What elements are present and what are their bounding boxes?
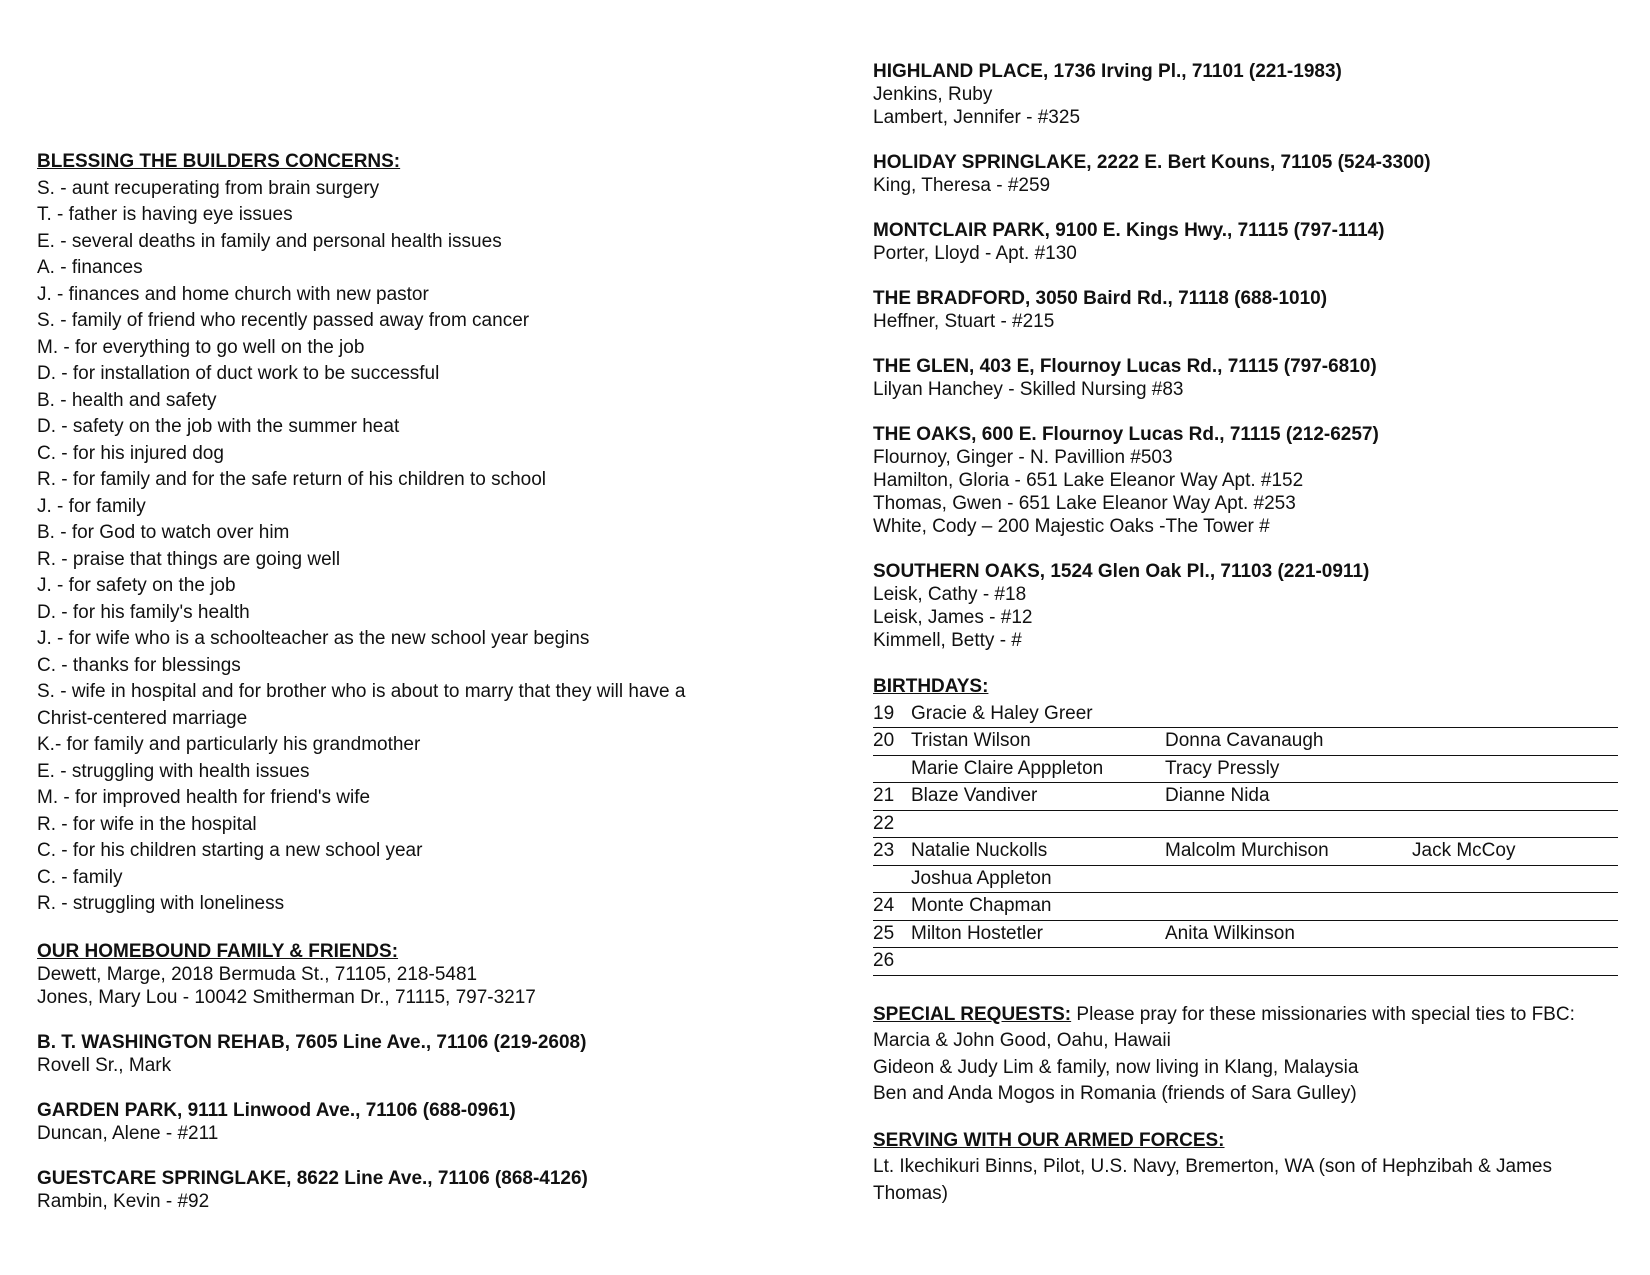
concern-item: M. - for improved health for friend's wife (37, 787, 371, 808)
birthday-name: Gracie & Haley Greer (911, 702, 1093, 724)
birthday-day: 21 (873, 785, 895, 806)
concern-item: D. - for installation of duct work to be successful (37, 363, 440, 384)
facility-resident: Thomas, Gwen - 651 Lake Eleanor Way Apt. #253 (873, 493, 1296, 514)
facility-block (873, 560, 1618, 652)
birthday-name: Anita Wilkinson (1165, 922, 1295, 944)
facility-header: B. T. WASHINGTON REHAB, 7605 Line Ave., 71106 (219-2608) (37, 1031, 587, 1053)
special-requests (873, 1002, 1618, 1029)
missionary-line: Marcia & John Good, Oahu, Hawaii (873, 1030, 1171, 1051)
birthday-row (873, 728, 1618, 756)
armed-forces-title: SERVING WITH OUR ARMED FORCES: (873, 1129, 1225, 1151)
facility-resident: Lambert, Jennifer - #325 (873, 107, 1081, 128)
birthday-name: Joshua Appleton (911, 867, 1052, 889)
concern-item: E. - several deaths in family and personal health issues (37, 230, 502, 252)
special-requests-list (873, 1028, 1618, 1108)
concern-item: Christ-centered marriage (37, 707, 248, 729)
facilities-right (873, 60, 1618, 652)
concern-item: J. - for safety on the job (37, 575, 236, 596)
facility-block (873, 287, 1618, 333)
facilities-left (37, 1031, 797, 1213)
concern-item: C. - for his injured dog (37, 442, 224, 464)
facility-header: HOLIDAY SPRINGLAKE, 2222 E. Bert Kouns, 71105 (524-3300) (873, 152, 1431, 173)
facility-resident: Rambin, Kevin - #92 (37, 1190, 210, 1212)
facility-block (873, 60, 1618, 129)
birthday-day: 25 (873, 922, 895, 944)
facility-resident: Flournoy, Ginger - N. Pavillion #503 (873, 447, 1173, 468)
concern-item: D. - for his family's health (37, 601, 250, 623)
concern-item: T. - father is having eye issues (37, 204, 293, 225)
birthday-row (873, 756, 1618, 784)
concern-item: S. - aunt recuperating from brain surgery (37, 177, 380, 199)
facility-resident: Hamilton, Gloria - 651 Lake Eleanor Way Apt. #152 (873, 470, 1304, 491)
facility-header: THE OAKS, 600 E. Flournoy Lucas Rd., 71115 (212-6257) (873, 424, 1379, 445)
concern-item: A. - finances (37, 257, 143, 278)
birthday-row (873, 811, 1618, 839)
birthday-day: 23 (873, 840, 895, 861)
facility-block (37, 1031, 797, 1077)
facility-resident: Leisk, James - #12 (873, 607, 1033, 628)
facility-block (37, 1167, 797, 1213)
facility-header: SOUTHERN OAKS, 1524 Glen Oak Pl., 71103 (221-0911) (873, 561, 1370, 582)
birthday-name: Donna Cavanaugh (1165, 730, 1324, 751)
homebound-title: OUR HOMEBOUND FAMILY & FRIENDS: (37, 940, 399, 962)
homebound-person: Jones, Mary Lou - 10042 Smitherman Dr., 71115, 797-3217 (37, 986, 536, 1008)
birthday-name: Marie Claire Apppleton (911, 757, 1104, 779)
facility-block (873, 219, 1618, 265)
concern-item: R. - struggling with loneliness (37, 893, 285, 914)
birthday-name: Monte Chapman (911, 895, 1052, 916)
birthday-row (873, 783, 1618, 811)
concern-item: J. - for family (37, 495, 146, 517)
special-requests-intro: Please pray for these missionaries with special ties to FBC: (1071, 1003, 1575, 1025)
facility-resident: King, Theresa - #259 (873, 175, 1051, 196)
birthday-day: 19 (873, 702, 895, 724)
birthday-name: Dianne Nida (1165, 785, 1270, 806)
concern-item: E. - struggling with health issues (37, 760, 310, 782)
concern-item: J. - for wife who is a schoolteacher as the new school year begins (37, 628, 590, 649)
birthday-name: Jack McCoy (1412, 840, 1516, 861)
birthdays-title: BIRTHDAYS: (873, 676, 989, 697)
birthday-day: 26 (873, 950, 895, 971)
birthday-row (873, 948, 1618, 976)
concern-item: C. - for his children starting a new school year (37, 840, 423, 861)
facility-block (873, 151, 1618, 197)
left-column (37, 149, 797, 1235)
birthday-row (873, 838, 1618, 866)
facility-header: GUESTCARE SPRINGLAKE, 8622 Line Ave., 71106 (868-4126) (37, 1167, 588, 1189)
birthday-name: Tristan Wilson (911, 730, 1031, 751)
facility-block (873, 355, 1618, 401)
concern-item: M. - for everything to go well on the job (37, 336, 365, 358)
facility-resident: Kimmell, Betty - # (873, 630, 1022, 651)
facility-resident: Jenkins, Ruby (873, 84, 993, 105)
facility-header: MONTCLAIR PARK, 9100 E. Kings Hwy., 71115 (797-1114) (873, 220, 1385, 241)
concern-item: B. - health and safety (37, 389, 217, 411)
concern-item: C. - thanks for blessings (37, 654, 241, 676)
birthday-row (873, 866, 1618, 894)
facility-resident: White, Cody – 200 Majestic Oaks -The Tower # (873, 516, 1270, 537)
facility-header: THE BRADFORD, 3050 Baird Rd., 71118 (688-1010) (873, 288, 1328, 309)
right-column (873, 60, 1618, 1207)
missionary-line: Gideon & Judy Lim & family, now living in Klang, Malaysia (873, 1056, 1359, 1078)
facility-block (873, 423, 1618, 538)
concern-item: R. - for wife in the hospital (37, 813, 257, 835)
birthday-name: Malcolm Murchison (1165, 840, 1329, 861)
homebound-list (37, 963, 797, 1009)
birthday-name: Natalie Nuckolls (911, 840, 1048, 861)
facility-resident: Rovell Sr., Mark (37, 1054, 172, 1076)
birthday-name: Milton Hostetler (911, 922, 1043, 944)
concern-item: B. - for God to watch over him (37, 522, 290, 543)
facility-header: THE GLEN, 403 E, Flournoy Lucas Rd., 71115 (797-6810) (873, 356, 1377, 377)
concern-item: R. - for family and for the safe return of his children to school (37, 469, 547, 490)
birthday-row (873, 701, 1618, 729)
facility-resident: Porter, Lloyd - Apt. #130 (873, 243, 1077, 264)
special-requests-label: SPECIAL REQUESTS: (873, 1003, 1072, 1025)
homebound-person: Dewett, Marge, 2018 Bermuda St., 71105, 218-5481 (37, 963, 478, 985)
birthday-row (873, 921, 1618, 949)
birthday-day: 24 (873, 895, 895, 916)
concern-item: S. - family of friend who recently passed away from cancer (37, 310, 530, 331)
facility-resident: Leisk, Cathy - #18 (873, 584, 1027, 605)
concern-item: S. - wife in hospital and for brother who is about to marry that they will have a (37, 681, 686, 702)
birthday-day: 22 (873, 812, 895, 834)
concern-item: R. - praise that things are going well (37, 548, 341, 570)
birthday-name: Blaze Vandiver (911, 785, 1038, 806)
birthday-name: Tracy Pressly (1165, 757, 1280, 779)
facility-resident: Duncan, Alene - #211 (37, 1122, 219, 1144)
armed-forces-text: Lt. Ikechikuri Binns, Pilot, U.S. Navy, Bremerton, WA (son of Hephzibah & James Thomas) (873, 1156, 1552, 1204)
facility-header: GARDEN PARK, 9111 Linwood Ave., 71106 (688-0961) (37, 1099, 516, 1121)
birthday-table (873, 701, 1618, 976)
facility-block (37, 1099, 797, 1145)
concerns-title: BLESSING THE BUILDERS CONCERNS: (37, 151, 401, 172)
birthday-row (873, 893, 1618, 921)
concern-item: J. - finances and home church with new pastor (37, 283, 429, 305)
birthday-day: 20 (873, 730, 895, 751)
concerns-list (37, 176, 797, 918)
facility-resident: Heffner, Stuart - #215 (873, 311, 1055, 332)
concern-item: K.- for family and particularly his grandmother (37, 734, 421, 755)
concern-item: C. - family (37, 866, 123, 888)
facility-resident: Lilyan Hanchey - Skilled Nursing #83 (873, 379, 1184, 400)
facility-header: HIGHLAND PLACE, 1736 Irving Pl., 71101 (221-1983) (873, 61, 1342, 82)
missionary-line: Ben and Anda Mogos in Romania (friends of Sara Gulley) (873, 1083, 1357, 1104)
concern-item: D. - safety on the job with the summer heat (37, 416, 400, 437)
